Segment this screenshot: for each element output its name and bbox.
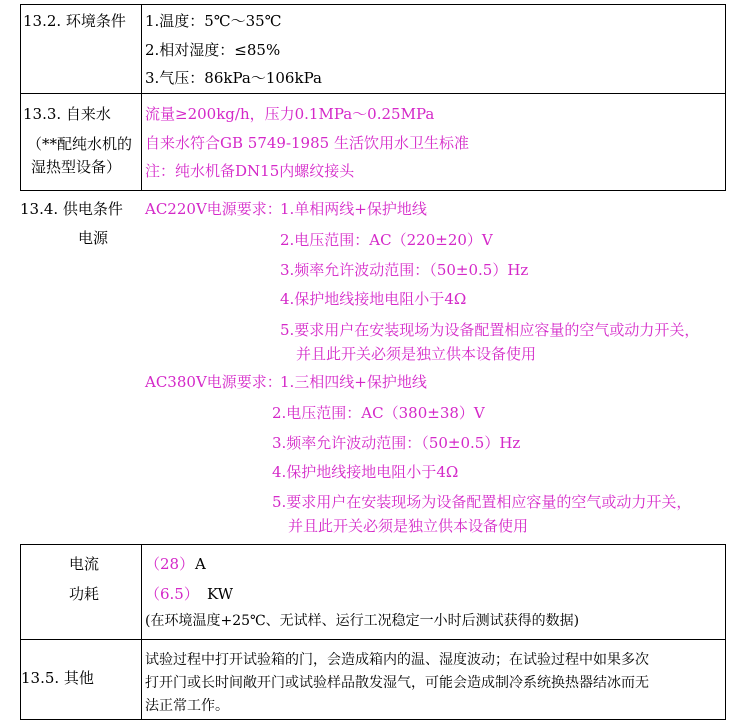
power-sublabel: 电源 xyxy=(78,229,109,247)
ac220-title: AC220V电源要求： xyxy=(145,200,282,218)
other-label: 13.5. 其他 xyxy=(21,669,94,687)
env-line-1: 1.温度：5℃～35℃ xyxy=(145,12,282,30)
ac380-item-1: 1.三相四线+保护地线 xyxy=(280,373,427,391)
current-unit: A xyxy=(195,555,206,573)
env-label: 13.2. 环境条件 xyxy=(23,12,126,30)
water-label: 13.3. 自来水 xyxy=(23,105,111,123)
water-note-2: 湿热型设备） xyxy=(31,158,122,176)
water-note-1: （**配纯水机的 xyxy=(27,135,133,153)
power-unit: KW xyxy=(207,585,234,603)
water-line-1: 流量≥200kg/h，压力0.1MPa～0.25MPa xyxy=(145,105,435,123)
water-line-2: 自来水符合GB 5749-1985 生活饮用水卫生标准 xyxy=(145,134,469,152)
column-divider xyxy=(141,545,142,719)
water-line-3: 注：纯水机备DN15内螺纹接头 xyxy=(145,162,355,180)
other-line-2: 打开门或长时间敞开门或试验样品散发湿气，可能会造成制冷系统换热器结冰而无 xyxy=(145,675,649,691)
current-other-table xyxy=(20,544,726,720)
ac380-item-5-cont: 并且此开关必须是独立供本设备使用 xyxy=(288,517,529,535)
ac220-item-5-cont: 并且此开关必须是独立供本设备使用 xyxy=(296,345,537,363)
ac220-item-5: 5.要求用户在安装现场为设备配置相应容量的空气或动力开关， xyxy=(280,321,700,339)
ac380-title: AC380V电源要求： xyxy=(145,373,282,391)
env-water-table xyxy=(20,4,726,191)
column-divider xyxy=(141,5,142,190)
ac220-item-3: 3.频率允许波动范围：（50±0.5）Hz xyxy=(280,261,529,279)
test-condition-note: (在环境温度+25℃、无试样、运行工况稳定一小时后测试获得的数据) xyxy=(145,613,580,629)
ac220-item-2: 2.电压范围：AC（220±20）V xyxy=(280,231,493,249)
ac380-item-4: 4.保护地线接地电阻小于4Ω xyxy=(272,463,459,481)
ac220-item-1: 1.单相两线+保护地线 xyxy=(280,200,427,218)
current-label: 电流 xyxy=(69,555,100,573)
other-line-1: 试验过程中打开试验箱的门，会造成箱内的温、湿度波动；在试验过程中如果多次 xyxy=(145,652,649,668)
env-line-3: 3.气压：86kPa～106kPa xyxy=(145,69,322,87)
ac380-item-2: 2.电压范围：AC（380±38）V xyxy=(272,404,485,422)
power-value: （6.5） xyxy=(145,585,199,603)
power-label: 13.4. 供电条件 xyxy=(20,200,123,218)
ac380-item-3: 3.频率允许波动范围：（50±0.5）Hz xyxy=(272,434,521,452)
row-divider xyxy=(21,639,725,640)
ac220-item-4: 4.保护地线接地电阻小于4Ω xyxy=(280,290,467,308)
other-line-3: 法正常工作。 xyxy=(145,698,229,714)
env-line-2: 2.相对湿度：≤85% xyxy=(145,41,281,59)
power-section xyxy=(20,195,726,540)
power-consumption-label: 功耗 xyxy=(69,585,100,603)
ac380-item-5: 5.要求用户在安装现场为设备配置相应容量的空气或动力开关， xyxy=(272,493,692,511)
current-value: （28） xyxy=(145,555,195,573)
row-divider xyxy=(21,93,725,94)
